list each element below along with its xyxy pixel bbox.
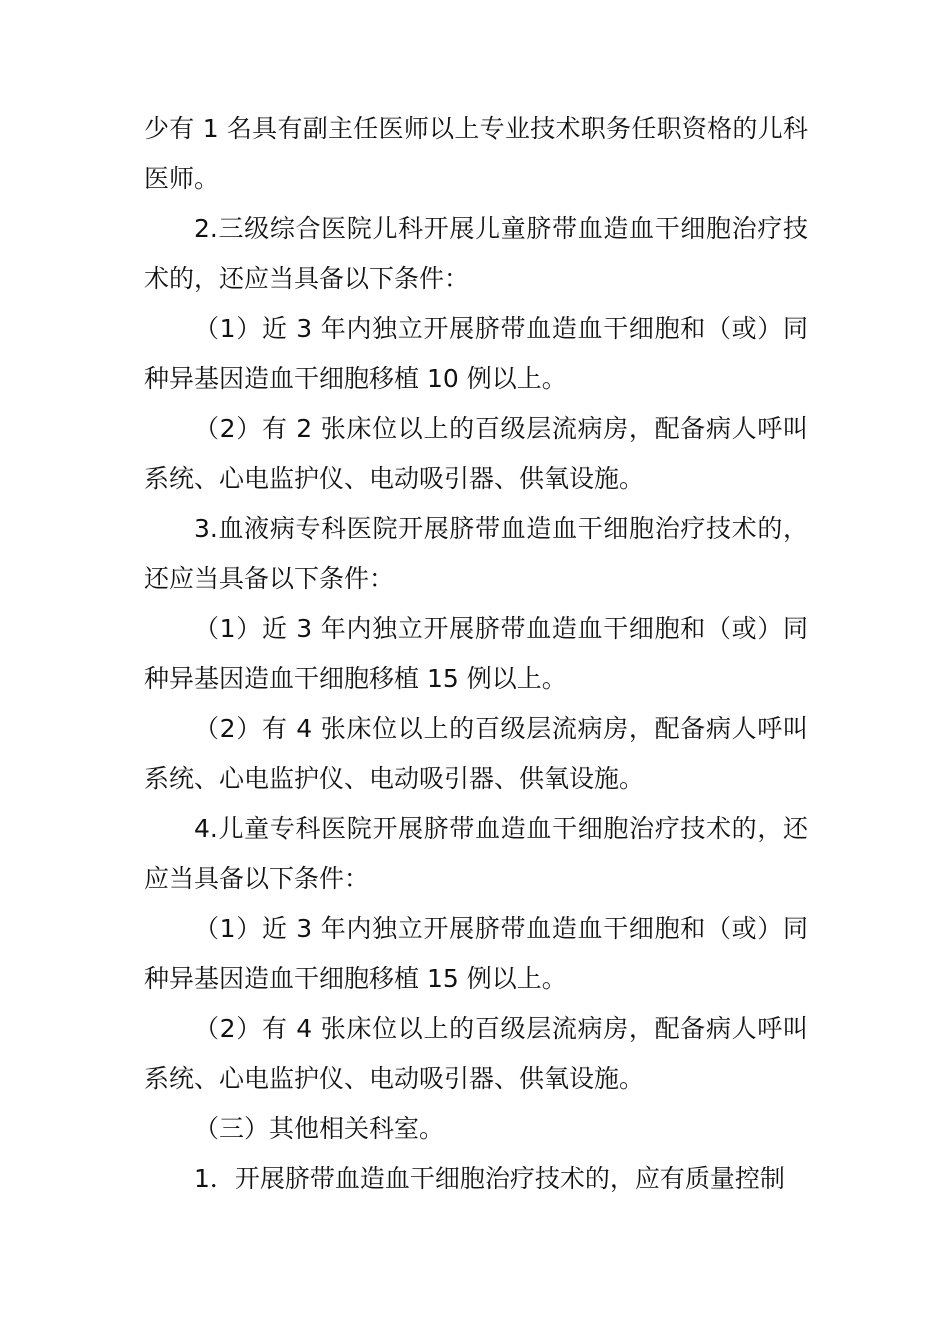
paragraph-item-2: 2.三级综合医院儿科开展儿童脐带血造血干细胞治疗技术的，还应当具备以下条件： <box>144 214 808 293</box>
document-body <box>144 104 808 1204</box>
paragraph-item-3-2: （2）有 4 张床位以上的百级层流病房，配备病人呼叫系统、心电监护仪、电动吸引器、供氧设施。 <box>144 714 808 793</box>
paragraph-item-2-1: （1）近 3 年内独立开展脐带血造血干细胞和（或）同种异基因造血干细胞移植 10 例以上。 <box>144 314 808 393</box>
paragraph-item-3: 3.血液病专科医院开展脐带血造血干细胞治疗技术的，还应当具备以下条件： <box>144 514 808 593</box>
paragraph-item-4: 4.儿童专科医院开展脐带血造血干细胞治疗技术的，还应当具备以下条件： <box>144 814 808 893</box>
paragraph-item-3-1: （1）近 3 年内独立开展脐带血造血干细胞和（或）同种异基因造血干细胞移植 15 例以上。 <box>144 614 808 693</box>
paragraph-other-1: 1．开展脐带血造血干细胞治疗技术的，应有质量控制 <box>194 1164 785 1193</box>
paragraph-continuation: 少有 1 名具有副主任医师以上专业技术职务任职资格的儿科医师。 <box>144 114 808 193</box>
paragraph-item-4-1: （1）近 3 年内独立开展脐带血造血干细胞和（或）同种异基因造血干细胞移植 15 例以上。 <box>144 914 808 993</box>
paragraph-item-4-2: （2）有 4 张床位以上的百级层流病房，配备病人呼叫系统、心电监护仪、电动吸引器、供氧设施。 <box>144 1014 808 1093</box>
section-heading-other-departments: （三）其他相关科室。 <box>194 1114 445 1143</box>
paragraph-item-2-2: （2）有 2 张床位以上的百级层流病房，配备病人呼叫系统、心电监护仪、电动吸引器、供氧设施。 <box>144 414 808 493</box>
